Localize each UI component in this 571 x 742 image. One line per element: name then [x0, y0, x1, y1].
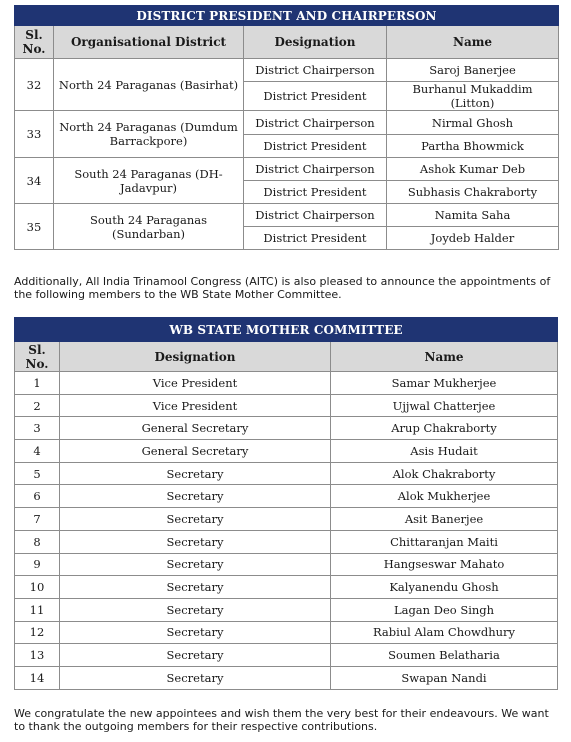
table-row: [15, 598, 558, 621]
designation-cell: Secretary: [60, 621, 331, 644]
serial-number: 6: [15, 485, 60, 508]
person-name: Chittaranjan Maiti: [331, 530, 558, 553]
closing-paragraph: We congratulate the new appointees and wish them the very best for their endeavours. We want to thank the outgoing members for their respective contributions.: [14, 707, 549, 733]
designation-cell: Vice President: [60, 394, 331, 417]
person-name: Samar Mukherjee: [331, 372, 558, 395]
district-name: North 24 Paraganas (Basirhat): [54, 59, 244, 111]
district-name: North 24 Paraganas (Dumdum Barrackpore): [54, 111, 244, 158]
table-row: [15, 530, 558, 553]
serial-number: 10: [15, 576, 60, 599]
header-name: Name: [387, 26, 559, 59]
designation-cell: Secretary: [60, 530, 331, 553]
designation-cell: District Chairperson: [244, 204, 387, 227]
designation-cell: Secretary: [60, 576, 331, 599]
serial-number: 34: [15, 158, 54, 204]
designation-cell: Secretary: [60, 553, 331, 576]
person-name: Lagan Deo Singh: [331, 598, 558, 621]
committee-table: [14, 317, 558, 690]
designation-cell: District President: [244, 135, 387, 158]
designation-cell: District Chairperson: [244, 158, 387, 181]
person-name: Ashok Kumar Deb: [387, 158, 559, 181]
designation-cell: District President: [244, 227, 387, 250]
serial-number: 5: [15, 462, 60, 485]
designation-cell: District President: [244, 82, 387, 111]
person-name: Soumen Belatharia: [331, 644, 558, 667]
table-row: [15, 666, 558, 689]
table-row: [15, 644, 558, 667]
table-row: [15, 204, 559, 227]
table-row: [15, 158, 559, 181]
serial-number: 14: [15, 666, 60, 689]
committee-table-title: WB STATE MOTHER COMMITTEE: [15, 318, 558, 342]
district-name: South 24 Paraganas (Sundarban): [54, 204, 244, 250]
designation-cell: Secretary: [60, 508, 331, 531]
person-name: Nirmal Ghosh: [387, 111, 559, 135]
designation-cell: District President: [244, 181, 387, 204]
person-name: Saroj Banerjee: [387, 59, 559, 82]
serial-number: 12: [15, 621, 60, 644]
table-row: [15, 576, 558, 599]
designation-cell: Vice President: [60, 372, 331, 395]
table-row: [15, 440, 558, 463]
serial-number: 8: [15, 530, 60, 553]
table-row: [15, 462, 558, 485]
person-name: Swapan Nandi: [331, 666, 558, 689]
person-name: Subhasis Chakraborty: [387, 181, 559, 204]
district-table: [14, 5, 559, 250]
person-name: Partha Bhowmick: [387, 135, 559, 158]
designation-cell: District Chairperson: [244, 111, 387, 135]
serial-number: 32: [15, 59, 54, 111]
person-name: Arup Chakraborty: [331, 417, 558, 440]
table-row: [15, 553, 558, 576]
person-name: Joydeb Halder: [387, 227, 559, 250]
serial-number: 2: [15, 394, 60, 417]
serial-number: 1: [15, 372, 60, 395]
designation-cell: General Secretary: [60, 440, 331, 463]
table-row: [15, 417, 558, 440]
header-sl: Sl. No.: [15, 26, 54, 59]
person-name: Burhanul Mukaddim (Litton): [387, 82, 559, 111]
serial-number: 7: [15, 508, 60, 531]
serial-number: 33: [15, 111, 54, 158]
district-table-title: DISTRICT PRESIDENT AND CHAIRPERSON: [15, 6, 559, 26]
person-name: Ujjwal Chatterjee: [331, 394, 558, 417]
designation-cell: Secretary: [60, 462, 331, 485]
intro-paragraph: Additionally, All India Trinamool Congress (AITC) is also pleased to announce the appointments of the following members to the WB State Mother Committee.: [14, 275, 551, 301]
serial-number: 9: [15, 553, 60, 576]
table-row: [15, 621, 558, 644]
designation-cell: Secretary: [60, 598, 331, 621]
designation-cell: Secretary: [60, 644, 331, 667]
district-name: South 24 Paraganas (DH-Jadavpur): [54, 158, 244, 204]
header-designation: Designation: [244, 26, 387, 59]
table-row: [15, 372, 558, 395]
table-row: [15, 59, 559, 82]
designation-cell: Secretary: [60, 666, 331, 689]
header-sl: Sl. No.: [15, 342, 60, 372]
serial-number: 35: [15, 204, 54, 250]
serial-number: 13: [15, 644, 60, 667]
person-name: Namita Saha: [387, 204, 559, 227]
designation-cell: District Chairperson: [244, 59, 387, 82]
person-name: Rabiul Alam Chowdhury: [331, 621, 558, 644]
table-row: [15, 394, 558, 417]
person-name: Alok Chakraborty: [331, 462, 558, 485]
person-name: Alok Mukherjee: [331, 485, 558, 508]
header-designation: Designation: [60, 342, 331, 372]
serial-number: 11: [15, 598, 60, 621]
serial-number: 3: [15, 417, 60, 440]
designation-cell: General Secretary: [60, 417, 331, 440]
header-name: Name: [331, 342, 558, 372]
serial-number: 4: [15, 440, 60, 463]
table-row: [15, 485, 558, 508]
designation-cell: Secretary: [60, 485, 331, 508]
person-name: Hangseswar Mahato: [331, 553, 558, 576]
person-name: Asit Banerjee: [331, 508, 558, 531]
person-name: Asis Hudait: [331, 440, 558, 463]
table-row: [15, 508, 558, 531]
table-row: [15, 111, 559, 135]
header-district: Organisational District: [54, 26, 244, 59]
person-name: Kalyanendu Ghosh: [331, 576, 558, 599]
